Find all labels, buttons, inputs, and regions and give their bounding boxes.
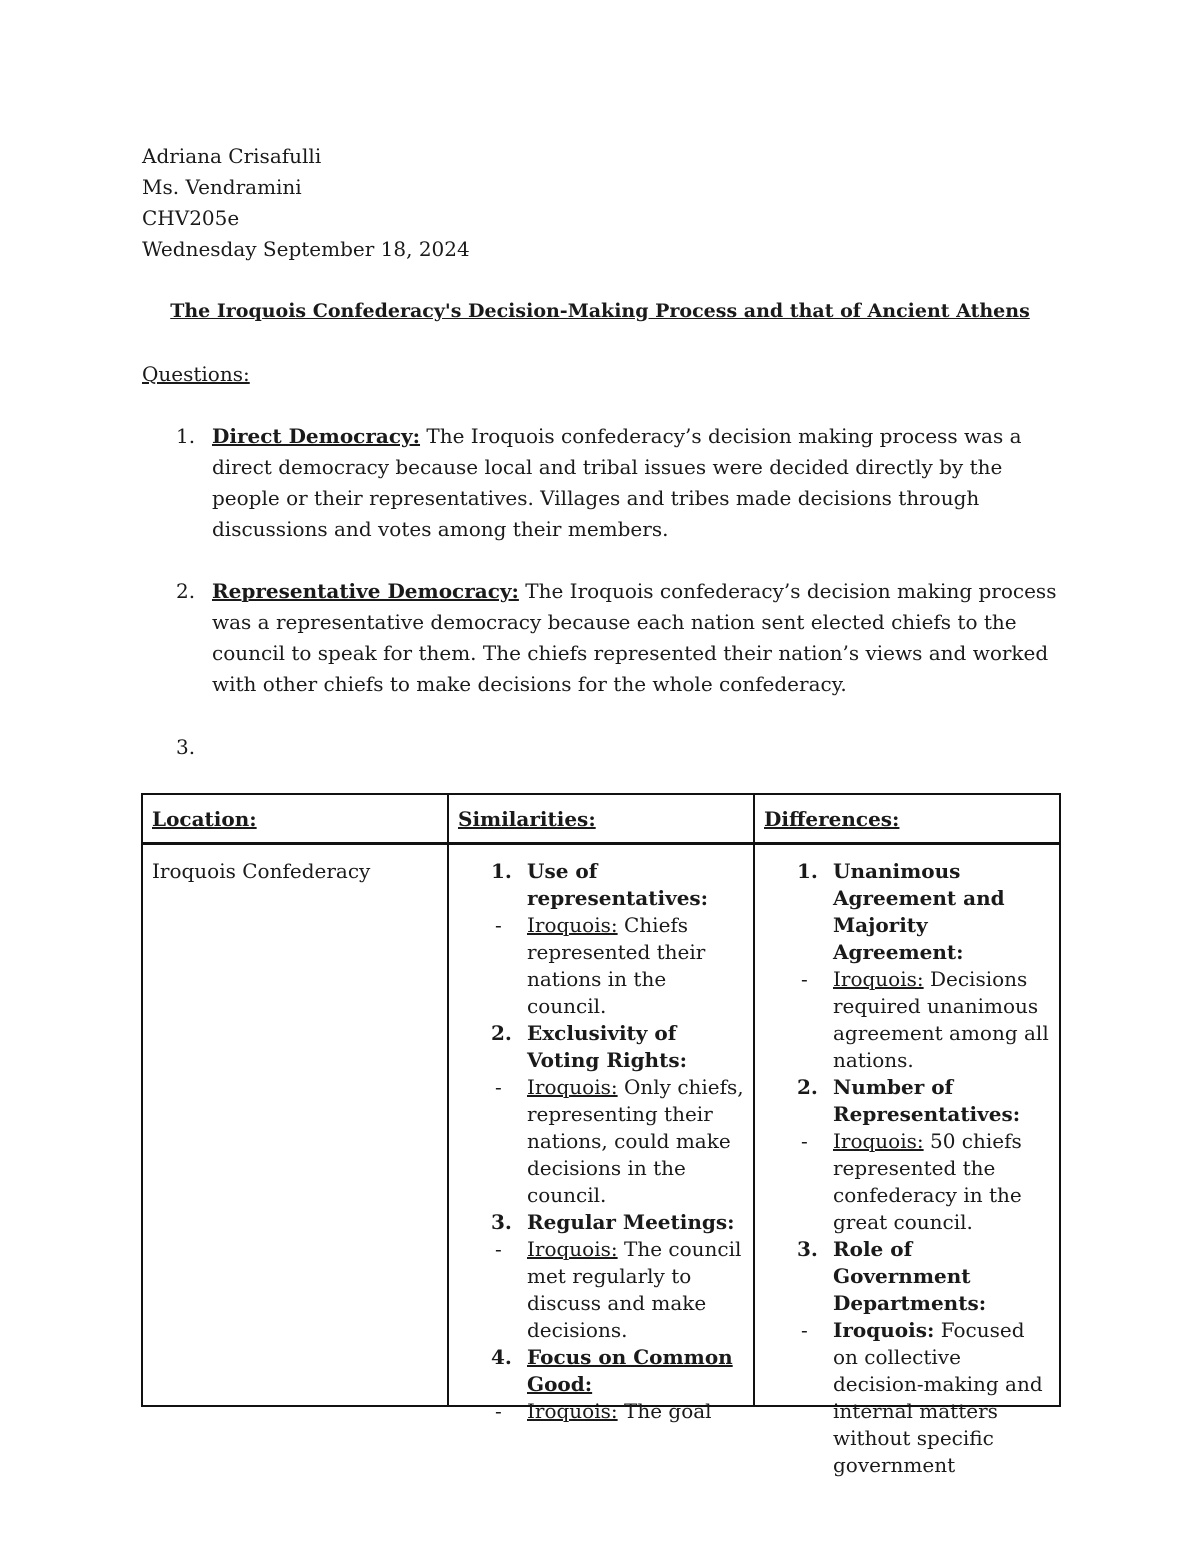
teacher-name: Ms. Vendramini [142, 175, 302, 199]
question-body: The Iroquois confederacy’s decision making process was a direct democracy because local and tribal issues were decided directly by the people or their representatives. Villages and tribes made decisions through discussions and votes among their members. [212, 424, 1022, 541]
list-item: 3. Regular Meetings: [491, 1210, 735, 1234]
question-number: 2. [176, 579, 196, 603]
question-number: 3. [176, 735, 196, 759]
course-code: CHV205e [142, 206, 240, 230]
document-date: Wednesday September 18, 2024 [142, 237, 470, 261]
question-number: 1. [176, 424, 196, 448]
list-item: 4. Focus on Common Good: [491, 1345, 733, 1396]
column-divider [753, 795, 755, 1405]
list-item: 2. Exclusivity of Voting Rights: [491, 1021, 687, 1072]
list-detail: - Iroquois: 50 chiefs represented the confederacy in the great council. [801, 1129, 1022, 1234]
header-divider [143, 842, 1059, 845]
cell-similarities [483, 858, 745, 1425]
list-item: 1. Use of representatives: [491, 859, 709, 910]
question-text [212, 421, 1058, 545]
comparison-table [141, 793, 1061, 1477]
header-location: Location: [152, 807, 257, 831]
list-detail: - Iroquois: Only chiefs, representing their nations, could make decisions in the council. [495, 1075, 744, 1207]
list-item: 1. Unanimous Agreement and Majority Agreement: [797, 859, 1005, 964]
question-text [212, 576, 1058, 700]
question-term: Representative Democracy: [212, 579, 519, 603]
question-term: Direct Democracy: [212, 424, 421, 448]
list-item: 3. Role of Government Departments: [797, 1237, 987, 1315]
list-detail: - Iroquois: The council met regularly to discuss and make decisions. [495, 1237, 742, 1342]
list-detail: - Iroquois: The goal [495, 1399, 712, 1423]
list-detail: - Iroquois: Chiefs represented their nations in the council. [495, 913, 706, 1018]
student-name: Adriana Crisafulli [142, 144, 322, 168]
questions-label: Questions: [142, 362, 250, 386]
cell-location: Iroquois Confederacy [152, 859, 371, 883]
header-similarities: Similarities: [458, 807, 596, 831]
column-divider [447, 795, 449, 1405]
cell-differences [789, 858, 1051, 1479]
list-item: 2. Number of Representatives: [797, 1075, 1021, 1126]
list-detail: - Iroquois: Decisions required unanimous agreement among all nations. [801, 967, 1049, 1072]
list-detail: - Iroquois: Focused on collective decision-making and internal matters without specific government [801, 1318, 1043, 1477]
question-body: The Iroquois confederacy’s decision making process was a representative democracy because each nation sent elected chiefs to the council to speak for them. The chiefs represented their nation’s views and worked with other chiefs to make decisions for the whole confederacy. [212, 579, 1057, 696]
header-differences: Differences: [764, 807, 900, 831]
document-title: The Iroquois Confederacy's Decision-Making Process and that of Ancient Athens [170, 300, 1030, 322]
